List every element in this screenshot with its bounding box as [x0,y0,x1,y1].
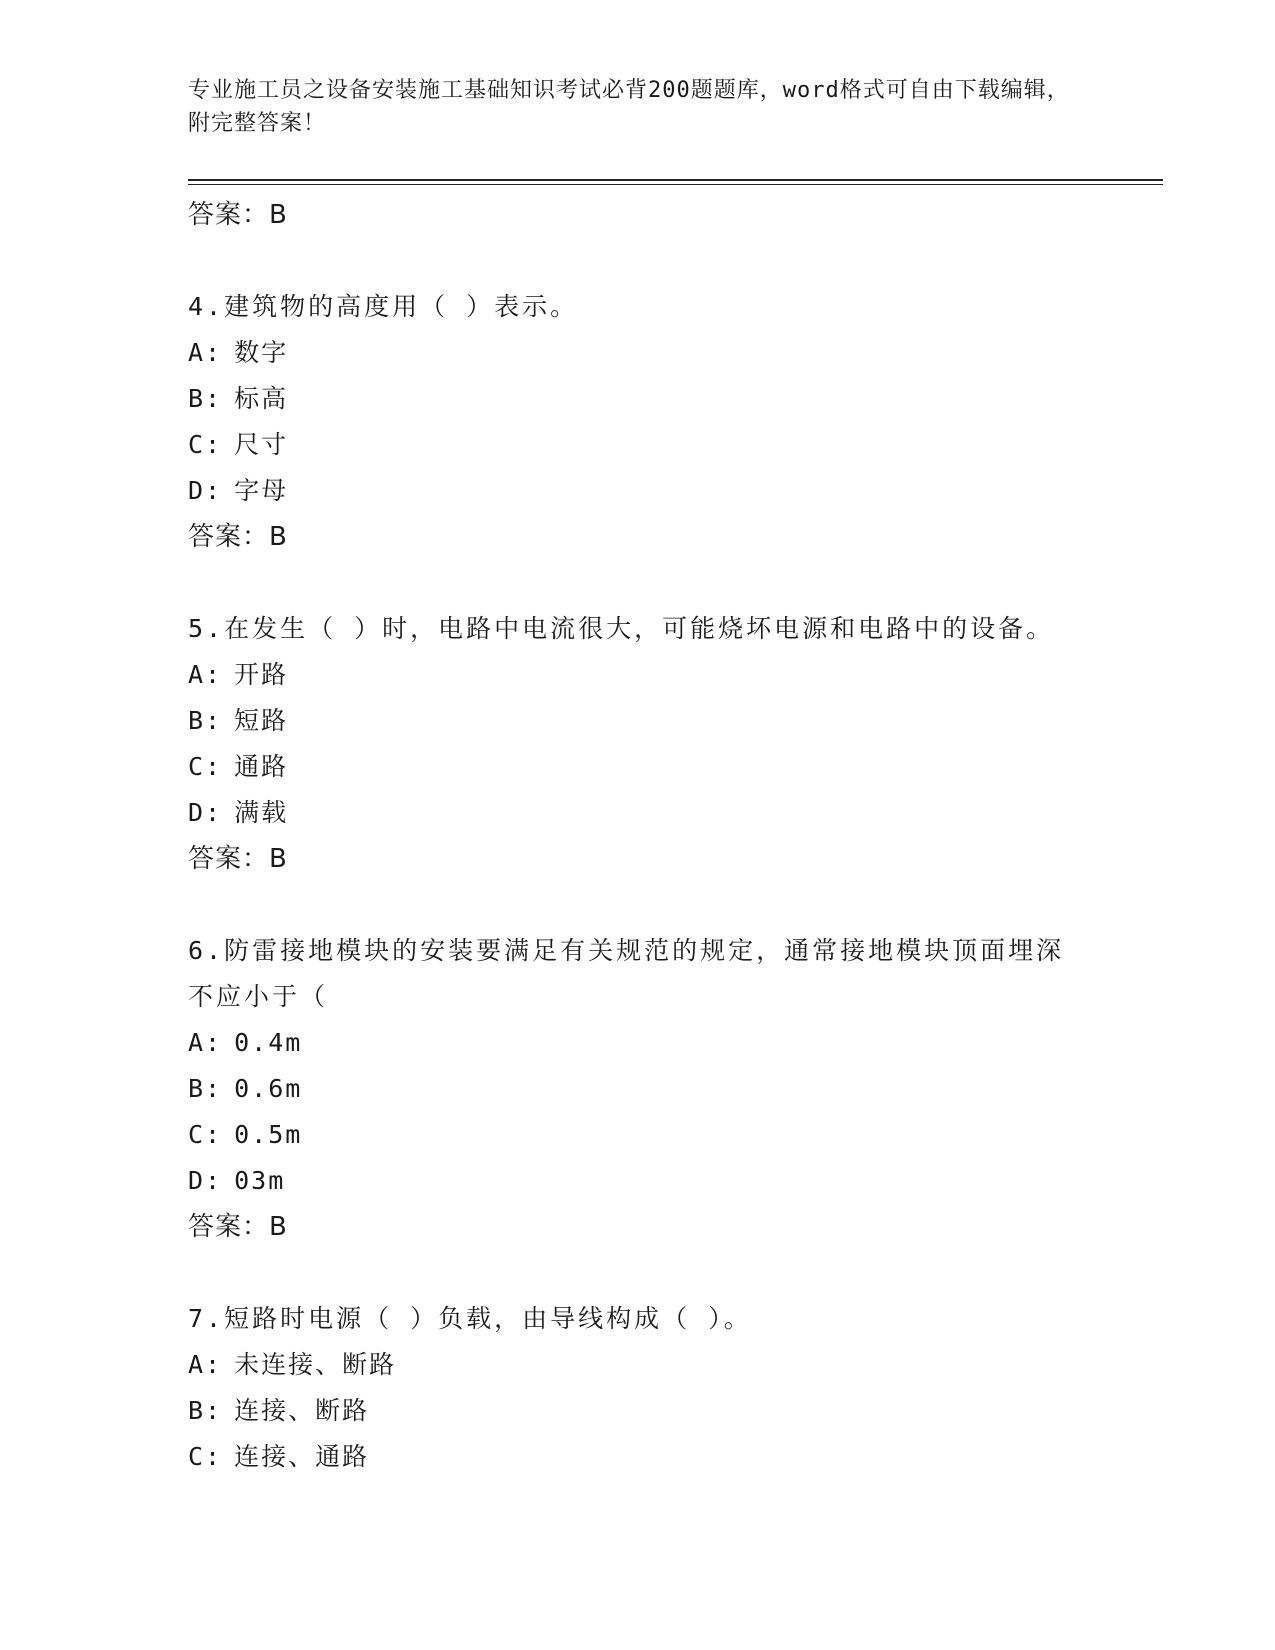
option-c: C: 0.5m [188,1120,303,1149]
option-b: B: 连接、断路 [188,1396,370,1425]
document-title: 专业施工员之设备安装施工基础知识考试必背200题题库，word格式可自由下载编辑，附完整答案！ [188,78,1070,136]
option-d: D: 03m [188,1166,286,1195]
option-a: A: 开路 [188,660,289,689]
question-6 [188,928,1088,1250]
option-a: A: 未连接、断路 [188,1350,397,1379]
option-c: C: 通路 [188,752,289,781]
question-stem: 6.防雷接地模块的安装要满足有关规范的规定，通常接地模块顶面埋深不应小于（ [188,936,1065,1011]
question-7 [188,1296,1088,1480]
answer-line: 答案：B [188,200,288,230]
header-rule-thick [188,179,1163,181]
question-stem: 5.在发生（ ）时，电路中电流很大，可能烧坏电源和电路中的设备。 [188,614,1055,643]
question-list [188,192,1088,1480]
question-stem: 4.建筑物的高度用（ ）表示。 [188,292,579,321]
question-4 [188,284,1088,560]
option-c: C: 尺寸 [188,430,289,459]
option-d: D: 字母 [188,476,289,505]
option-b: B: 短路 [188,706,289,735]
answer-line: 答案：B [188,1212,288,1242]
option-a: A: 0.4m [188,1028,303,1057]
answer-line: 答案：B [188,522,288,552]
page-header [188,74,1088,140]
option-b: B: 0.6m [188,1074,303,1103]
header-rule-thin [188,184,1163,185]
question-stem: 7.短路时电源（ ）负载，由导线构成（ ）。 [188,1304,752,1333]
answer-line: 答案：B [188,844,288,874]
option-d: D: 满载 [188,798,289,827]
option-c: C: 连接、通路 [188,1442,370,1471]
option-a: A: 数字 [188,338,289,367]
option-b: B: 标高 [188,384,289,413]
question-5 [188,606,1088,882]
